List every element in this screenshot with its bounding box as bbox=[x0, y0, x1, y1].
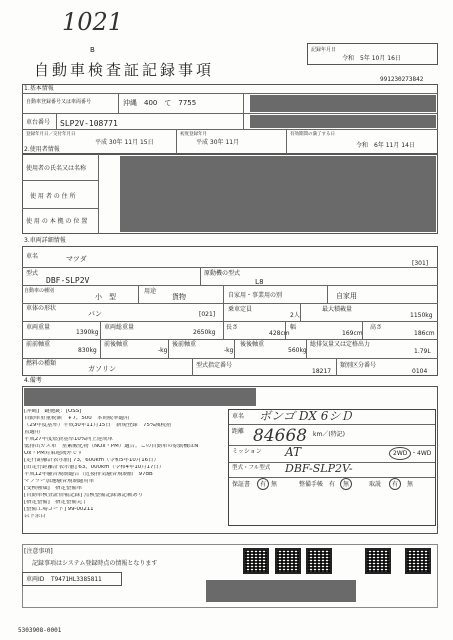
redacted-notes-top bbox=[24, 388, 256, 406]
note-line: 低排出ガス車 窒素酸化物（NOx・PM）適合。この自動車の原動機はN bbox=[24, 444, 199, 449]
maint-label: 整備手帳 bbox=[299, 481, 324, 488]
drive-2wd: 2WD bbox=[393, 450, 408, 457]
redacted-user-info bbox=[120, 156, 436, 232]
qr-code-4 bbox=[365, 548, 391, 574]
private-label: 自家用・事業用の別 bbox=[228, 292, 283, 299]
type-no: 18217 bbox=[312, 368, 332, 375]
note-line: 平成12年騒音規制適合（近接排気騒音規制値 97dB bbox=[24, 472, 153, 477]
qr-code-1 bbox=[243, 548, 269, 574]
form-letter: B bbox=[90, 46, 95, 54]
chassis-label: 車台番号 bbox=[26, 119, 51, 126]
memo-mission: AT bbox=[285, 445, 302, 459]
user-address-label: 使 用 者 の 住 所 bbox=[30, 193, 76, 200]
sec1-label: 1.基本情報 bbox=[24, 85, 54, 92]
reg-no: 沖縄 400 て 7755 bbox=[123, 99, 197, 107]
memo-mileage-label: 距離 bbox=[232, 428, 245, 435]
weight: 1390kg bbox=[76, 329, 99, 336]
user-name-label: 使用者の氏名又は名称 bbox=[26, 165, 87, 172]
notice-text: 記録事項はシステム登録時点の情報となります bbox=[32, 560, 158, 567]
fr-label: 前後軸重 bbox=[104, 341, 129, 348]
first-reg-ym-label: 初度登録年月 bbox=[180, 132, 207, 137]
record-date-label: 記録年月日 bbox=[311, 47, 337, 53]
type-no-label: 型式指定番号 bbox=[196, 362, 233, 369]
class-no: 0104 bbox=[412, 368, 428, 375]
displacement: 1.79L bbox=[414, 348, 431, 355]
note-line: [指定整備] 指定整備完了 bbox=[24, 500, 88, 505]
warranty-label: 保証書 bbox=[232, 481, 251, 488]
ff-label: 前前軸重 bbox=[26, 341, 51, 348]
body-label: 車体の形状 bbox=[26, 305, 57, 312]
max-load: 1150kg bbox=[410, 312, 433, 319]
first-reg-label: 登録年月日／交付年月日 bbox=[26, 132, 76, 137]
drive-4wd: 4WD bbox=[417, 450, 432, 457]
model: DBF-SLP2V bbox=[46, 276, 90, 285]
note-line: [旧走行距離計表示値] 63，000km（令和4年10月17日） bbox=[24, 465, 165, 470]
gross-label: 車両総重量 bbox=[104, 324, 135, 331]
rr: 560kg bbox=[288, 347, 307, 354]
notes-list bbox=[24, 409, 232, 521]
maker: マツダ bbox=[66, 255, 87, 263]
height-label: 高さ bbox=[370, 324, 383, 331]
note-line: [走行距離計表示値] 73，600km（令和5年10月16日） bbox=[24, 458, 159, 463]
use: 貨物 bbox=[172, 293, 186, 301]
note-line: [自動車検査証情報記録] 点検整備記録簿記載あり bbox=[24, 493, 144, 498]
sec3-label: 3.車両詳細情報 bbox=[24, 237, 66, 244]
first-reg-date: 平成 30年 11月 15日 bbox=[95, 139, 154, 146]
note-line: 置適用 bbox=[24, 430, 41, 435]
memo-label bbox=[228, 409, 436, 526]
document-title: 自動車検査証記録事項 bbox=[34, 61, 215, 79]
qr-code-3 bbox=[306, 548, 332, 574]
capacity: 2人 bbox=[290, 312, 300, 319]
memo-type: DBF-SLP2V- bbox=[285, 462, 353, 475]
reg-no-label: 自動車登録番号又は車両番号 bbox=[26, 99, 92, 105]
chassis-number: SLP2V-108771 bbox=[60, 119, 118, 128]
doc-code: 5303908-0001 bbox=[18, 627, 62, 634]
disp-label: 総排気量又は定格出力 bbox=[310, 341, 371, 348]
note-line: Ox・PM対策地域外です bbox=[24, 451, 83, 456]
kind-label: 自動車の種別 bbox=[24, 288, 55, 294]
kind: 小 型 bbox=[95, 293, 116, 301]
memo-car-name: ボンゴ DX 6シＤ bbox=[259, 409, 353, 423]
maint-yes: 有 bbox=[329, 481, 336, 488]
height: 186cm bbox=[414, 330, 435, 337]
record-date-box bbox=[307, 43, 438, 65]
length: 428cm bbox=[269, 330, 290, 337]
first-reg-ym: 平成 30年 11月 bbox=[196, 139, 240, 146]
note-line: [沖縄] 鍵施錠：[OSS] bbox=[24, 409, 82, 414]
rf-label: 後前軸重 bbox=[172, 341, 197, 348]
manual-yes: 有 bbox=[392, 481, 399, 488]
private-use: 自家用 bbox=[336, 292, 357, 300]
note-line: マフラー加速騒音規制適用車 bbox=[24, 479, 95, 484]
car-id: T9471HL3385811 bbox=[51, 576, 102, 583]
note-line: 自動車重量税額 ￥7，500 本則税率適用 bbox=[24, 416, 130, 421]
drive-sep: ・ bbox=[411, 450, 418, 457]
sec2-label: 2.使用者情報 bbox=[24, 146, 60, 153]
record-date: 令和 5年 10月 16日 bbox=[342, 55, 401, 62]
car-id-label: 車両ID bbox=[26, 576, 45, 583]
engine: L8 bbox=[255, 278, 264, 286]
memo-mileage: 84668 bbox=[253, 426, 308, 446]
body: バン bbox=[88, 310, 102, 318]
warranty-yes: 有 bbox=[260, 481, 267, 488]
doc-number: 991230273842 bbox=[380, 76, 424, 83]
model-label: 型式 bbox=[26, 270, 39, 277]
expiry-date: 令和 6年 11月 14日 bbox=[356, 142, 415, 149]
length-label: 長さ bbox=[226, 324, 239, 331]
note-line: 以下余白 bbox=[24, 514, 46, 519]
redacted-footer bbox=[206, 580, 356, 602]
note-line: [整備工場コード] 99-00211 bbox=[24, 507, 94, 512]
maker-code: [301] bbox=[412, 260, 429, 267]
ff: 830kg bbox=[78, 347, 97, 354]
width: 169cm bbox=[342, 330, 363, 337]
gross: 2650kg bbox=[193, 329, 216, 336]
note-line: （29年度基準）平成30年11月15日 新規登録 75%減税措 bbox=[24, 423, 172, 428]
engine-label: 原動機の型式 bbox=[204, 270, 241, 277]
sec4-label: 4.備考 bbox=[24, 377, 42, 384]
handwritten-number: 1021 bbox=[62, 8, 124, 36]
rr-label: 後後軸重 bbox=[240, 341, 265, 348]
car-id-box bbox=[22, 572, 122, 586]
expiry-label: 有効期間の満了する日 bbox=[290, 132, 335, 137]
qr-code-5 bbox=[405, 548, 431, 574]
class-label: 類別区分番号 bbox=[340, 362, 377, 369]
memo-type-label: 型式・フル型式 bbox=[232, 465, 271, 471]
body-code: [021] bbox=[199, 311, 216, 318]
memo-mileage-unit: km／(特記) bbox=[313, 431, 346, 438]
manual-label: 取説 bbox=[369, 481, 382, 488]
max-load-label: 最大積載量 bbox=[322, 306, 353, 313]
qr-code-2 bbox=[275, 548, 301, 574]
note-line: [受検種類] 指定整備車 bbox=[24, 486, 83, 491]
maker-label: 車名 bbox=[26, 253, 39, 260]
redacted-chassis bbox=[250, 115, 436, 128]
redacted-reg bbox=[250, 95, 436, 112]
capacity-label: 乗車定員 bbox=[228, 306, 253, 313]
fuel-label: 燃料の種類 bbox=[26, 360, 57, 367]
note-line: 平成27年度燃費基準10%向上達成車 bbox=[24, 437, 113, 442]
memo-mission-label: ミッション bbox=[232, 448, 262, 455]
maint-no: 無 bbox=[343, 481, 350, 488]
fuel: ガソリン bbox=[88, 365, 116, 373]
memo-car-name-label: 車名 bbox=[232, 413, 245, 420]
base-location-label: 使 用 の 本 拠 の 位 置 bbox=[26, 218, 88, 225]
warranty-no: 無 bbox=[271, 481, 278, 488]
fr: -kg bbox=[158, 347, 168, 354]
use-label: 用途 bbox=[144, 288, 157, 295]
width-label: 幅 bbox=[290, 324, 297, 331]
weight-label: 車両重量 bbox=[26, 324, 51, 331]
notice-title: [注意事項] bbox=[24, 548, 53, 555]
rf: -kg bbox=[224, 347, 234, 354]
manual-no: 無 bbox=[407, 481, 414, 488]
